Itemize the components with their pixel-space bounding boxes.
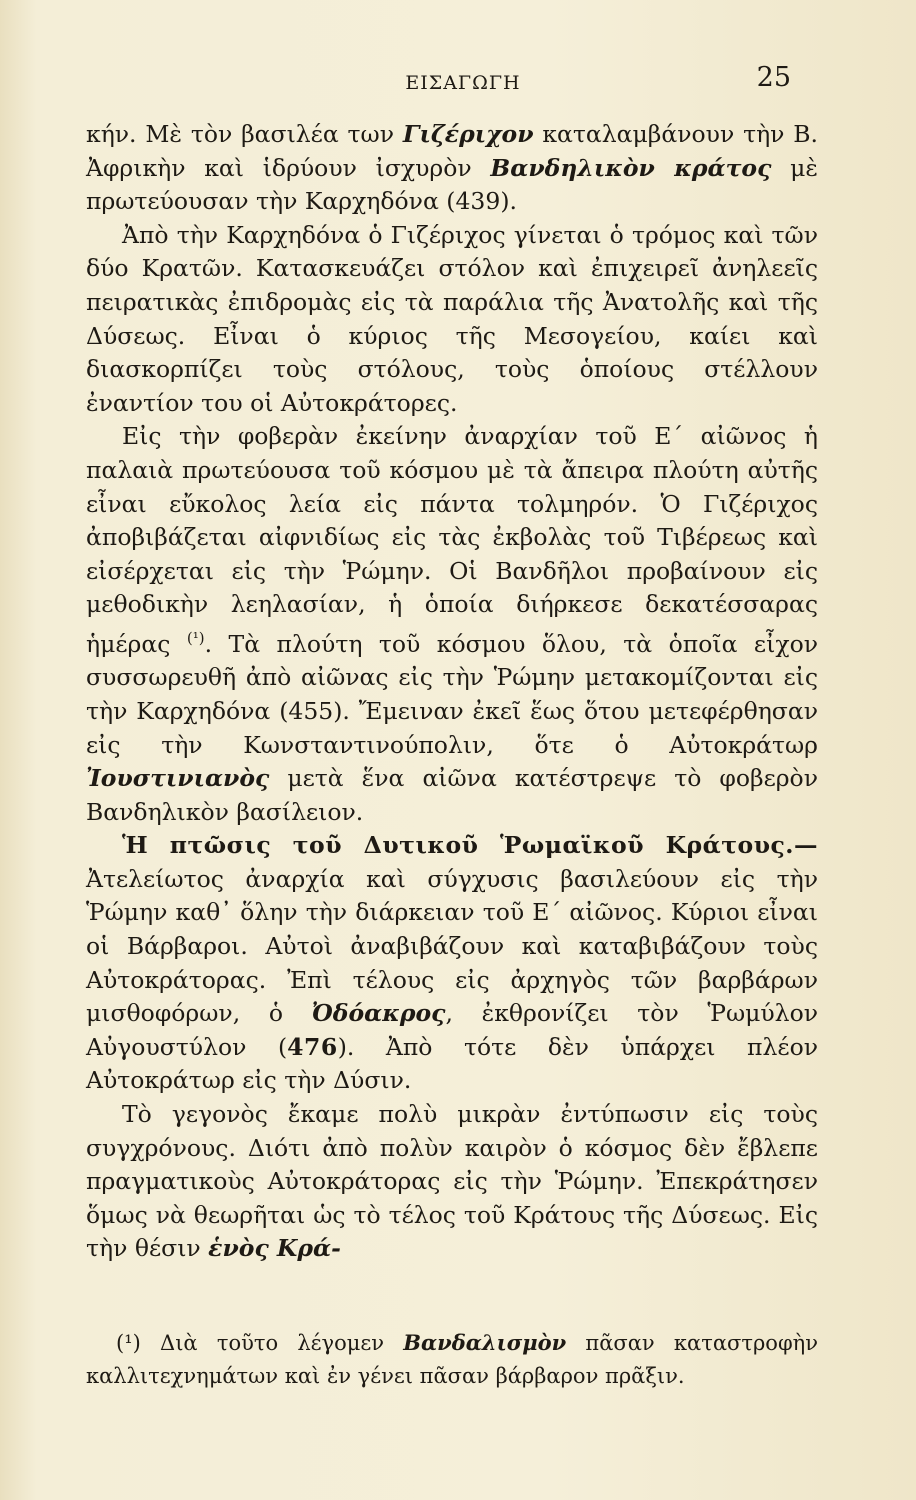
emphasis-vandalism: Βανδαλισμὸν (403, 1330, 567, 1355)
emphasis-gizerichos: Γιζέριχον (402, 120, 534, 148)
paragraph-5: Τὸ γεγονὸς ἔκαμε πολὺ μικρὰν ἐντύπωσιν εἰς τοὺς συγχρόνους. Διότι ἀπὸ πολὺν καιρὸν ὁ κόσμος δὲν ἔβλεπε πραγματικοὺς Αὐτοκράτορας εἰς τὴν Ῥώμην. Ἐπεκράτησεν ὅμως νὰ θεωρῆται ὡς τὸ τέλος τοῦ Κράτους τῆς Δύσεως. Εἰς τὴν θέσιν ἑνὸς Κρά- (86, 1100, 818, 1263)
main-text (86, 118, 818, 1266)
running-title: ΕΙΣΑΓΩΓΗ (405, 72, 521, 94)
footnote-1: (¹) Διὰ τοῦτο λέγομεν Βανδαλισμὸν πᾶσαν καταστροφὴν καλλιτεχνημάτων καὶ ἐν γένει πᾶσαν βάρβαρον πρᾶξιν. (86, 1330, 819, 1388)
paragraph-4: Ἡ πτῶσις τοῦ Δυτικοῦ Ῥωμαϊκοῦ Κράτους.— Ἀτελείωτος ἀναρχία καὶ σύγχυσις βασιλεύουν εἰς τὴν Ῥώμην καθ᾽ ὅλην τὴν διάρκειαν τοῦ Ε΄ αἰῶνος. Κύριοι εἶναι οἱ Βάρβαροι. Αὐτοὶ ἀναβιβάζουν καὶ καταβιβάζουν τοὺς Αὐτοκράτορας. Ἐπὶ τέλους εἰς ἀρχηγὸς τῶν βαρβάρων μισθοφόρων, ὁ Ὀδόακρος, ἐκθρονίζει τὸν Ῥωμύλον Αὐγουστύλον (476). Ἀπὸ τότε δὲν ὑπάρχει πλέον Αὐτοκράτωρ εἰς τὴν Δύσιν. (86, 831, 819, 1095)
footnote-marker: (¹) (116, 1331, 141, 1355)
emphasis-state: ἑνὸς Κρά- (208, 1234, 341, 1263)
emphasis-odoacer: Ὀδόακρος (311, 999, 446, 1028)
footnotes (86, 1326, 818, 1393)
paragraph-3: Εἰς τὴν φοβερὰν ἐκείνην ἀναρχίαν τοῦ Ε΄ αἰῶνος ἡ παλαιὰ πρωτεύουσα τοῦ κόσμου μὲ τὰ ἄπειρα πλούτη αὐτῆς εἶναι εὔκολος λεία εἰς πάντα τολμηρόν. Ὁ Γιζέριχος ἀποβιβάζεται αἰφνιδίως εἰς τὰς ἐκβολὰς τοῦ Τιβέρεως καὶ εἰσέρχεται εἰς τὴν Ῥώμην. Οἱ Βανδῆλοι προβαίνουν εἰς μεθοδικὴν λεηλασίαν, ἡ ὁποία διήρκεσε δεκατέσσαρας ἡμέρας $^{(^1)}$. Τὰ πλούτη τοῦ κόσμου ὅλου, τὰ ὁποῖα εἶχον συσσωρευθῆ ἀπὸ αἰῶνας εἰς τὴν Ῥώμην μετακομίζονται εἰς τὴν Καρχηδόνα (455). Ἔμειναν ἐκεῖ ἕως ὅτου μετεφέρθησαν εἰς τὴν Κωνσταντινούπολιν, ὅτε ὁ Αὐτοκράτωρ Ἰουστινιανὸς μετὰ ἕνα αἰῶνα κατέστρεψε τὸ φοβερὸν Βανδηλικὸν βασίλειον. (86, 422, 818, 826)
emphasis-vandal-state: Βανδηλικὸν κράτος (490, 153, 772, 182)
paragraph-2: Ἀπὸ τὴν Καρχηδόνα ὁ Γιζέριχος γίνεται ὁ τρόμος καὶ τῶν δύο Κρατῶν. Κατασκευάζει στόλον καὶ ἐπιχειρεῖ ἀνηλεεῖς πειρατικὰς ἐπιδρομὰς εἰς τὰ παράλια τῆς Ἀνατολῆς καὶ τῆς Δύσεως. Εἶναι ὁ κύριος τῆς Μεσογείου, καίει καὶ διασκορπίζει τοὺς στόλους, τοὺς ὁποίους στέλλουν ἐναντίον του οἱ Αὐτοκράτορες. (86, 220, 818, 417)
emphasis-justinian: Ἰουστινιανὸς (86, 764, 270, 793)
page-header (90, 62, 836, 102)
section-heading: Ἡ πτῶσις τοῦ Δυτικοῦ Ῥωμαϊκοῦ Κράτους.— (122, 831, 818, 860)
footnote-reference: (¹) (186, 628, 205, 647)
page-number: 25 (756, 62, 791, 93)
emphasis-year: 476 (287, 1032, 338, 1061)
paragraph-1: κήν. Μὲ τὸν βασιλέα των Γιζέριχον καταλαμβάνουν τὴν Β. Ἀφρικὴν καὶ ἱδρύουν ἰσχυρὸν Βανδηλικὸν κράτος μὲ πρωτεύουσαν τὴν Καρχηδόνα (439). (86, 120, 818, 216)
